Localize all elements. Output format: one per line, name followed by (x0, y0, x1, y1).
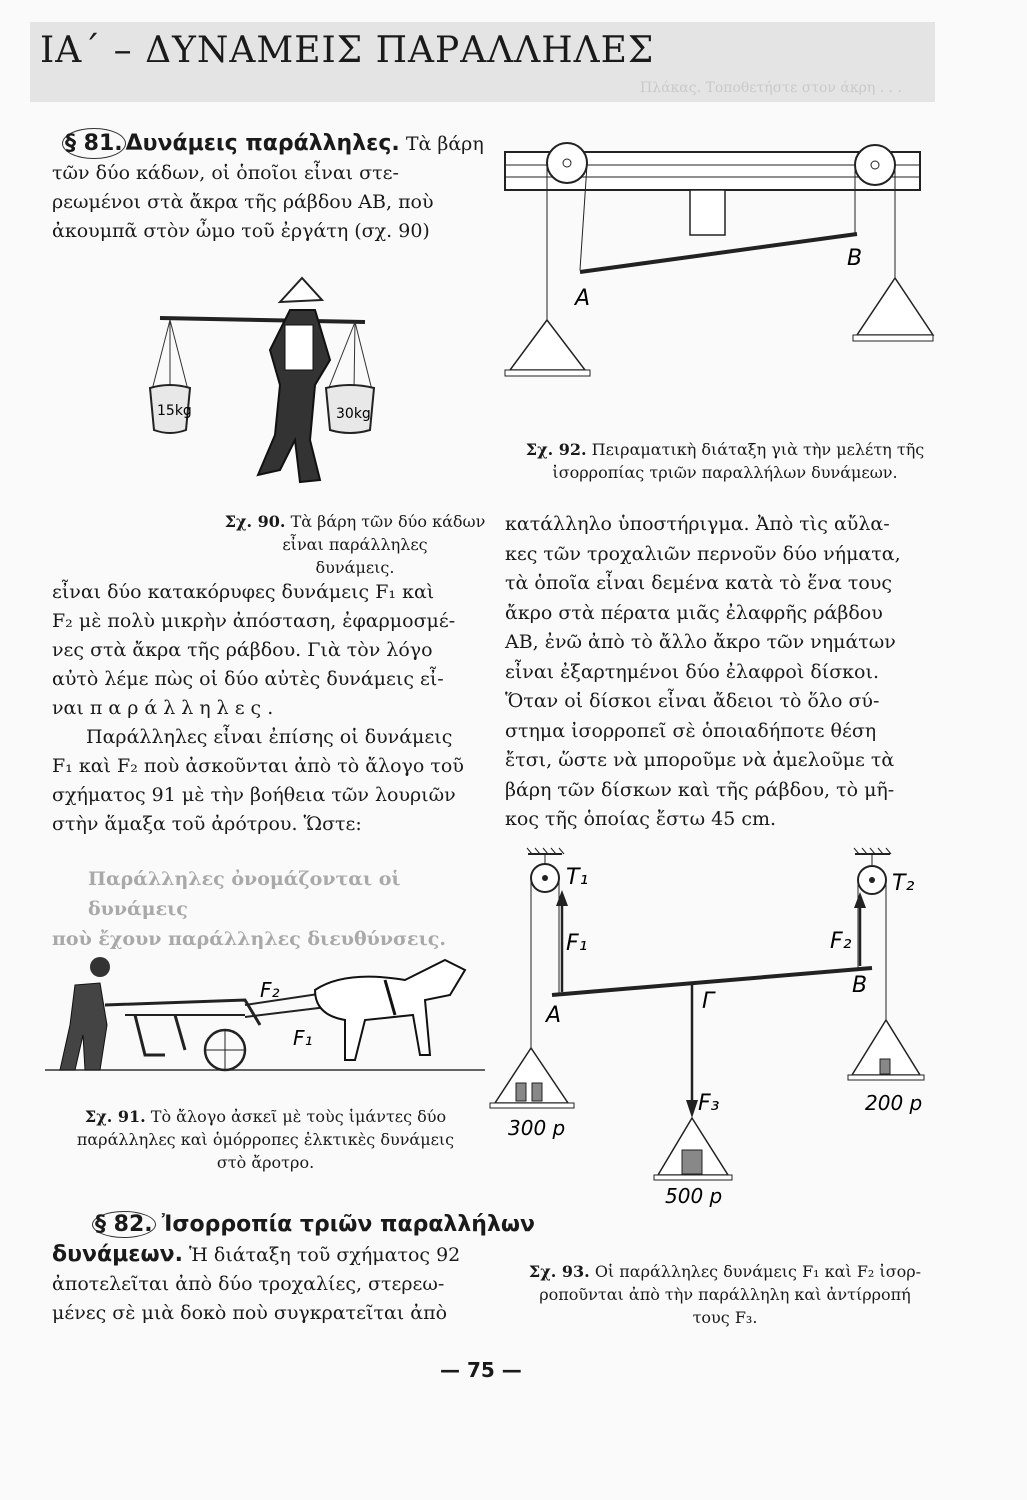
force-label-f1: F₁ (293, 1026, 313, 1050)
text-line: ΑΒ, ἐνῶ ἀπὸ τὸ ἄλλο ἄκρο τῶν νημάτων (505, 631, 896, 653)
arrow-head (854, 892, 866, 908)
text-line: στὴν ἅμαξα τοῦ ἀρότρου. Ὥστε: (52, 813, 362, 835)
section-82 (52, 1210, 535, 1328)
weight (682, 1150, 702, 1174)
label-f2: F₂ (830, 929, 852, 954)
text-line: Ὅταν οἱ δίσκοι εἶναι ἄδειοι τὸ ὅλο σύ- (505, 690, 880, 712)
pulley-axle (869, 877, 875, 883)
figure-90 (140, 270, 390, 495)
force-label-f2: F₂ (260, 978, 280, 1002)
left-paragraph (52, 578, 492, 839)
text-line: ἀποτελεῖται ἀπὸ δύο τροχαλίες, στερεω- (52, 1273, 445, 1295)
text-line: ἀκουμπᾶ στὸν ὦμο τοῦ ἐργάτη (σχ. 90) (52, 220, 430, 242)
text-line: νες στὰ ἄκρα τῆς ράβδου. Γιὰ τὸν λόγο (52, 639, 433, 661)
plough-blade (175, 1015, 185, 1050)
chapter-title: ΙΑ΄ – ΔΥΝΑΜΕΙΣ ΠΑΡΑΛΛΗΛΕΣ (40, 30, 655, 71)
plough-blade (135, 1015, 165, 1055)
caption-number: Σχ. 93. (528, 1262, 590, 1281)
text-line: στημα ἰσορροπεῖ σὲ ὁποιαδήποτε θέση (505, 719, 877, 742)
section-81-text (52, 128, 487, 246)
point-b-label: B (847, 246, 863, 271)
section-82-number: § 82. (92, 1211, 156, 1238)
weight-label-right: 200 p (865, 1091, 923, 1115)
figure-92 (495, 130, 935, 390)
section-82-title: Ἰσορροπία τριῶν παραλλήλων (161, 1212, 535, 1237)
rod-ab (580, 234, 857, 272)
fig92-caption (510, 438, 940, 484)
left-bucket-label: 15kg (157, 403, 192, 419)
text-line: μένες σὲ μιὰ δοκὸ ποὺ συγκρατεῖται ἀπὸ (52, 1302, 448, 1324)
section-82-title: δυνάμεων. (52, 1242, 183, 1267)
weight-label-left: 300 p (508, 1116, 566, 1140)
rope (170, 320, 188, 390)
left-pan-base (490, 1103, 574, 1108)
label-b: B (852, 973, 868, 998)
pulley-axle (871, 161, 879, 169)
text-line: βάρη τῶν δίσκων καὶ τῆς ράβδου, τὸ μῆ- (505, 778, 895, 801)
trace (245, 1007, 327, 1017)
caption-line: Οἱ παράλληλες δυνάμεις F₁ καὶ F₂ ἰσορ- (594, 1262, 922, 1281)
section-81-title: Δυνάμεις παράλληλες. (125, 131, 400, 156)
definition-line: Παράλληλες ὀνομάζονται οἱ δυνάμεις (88, 868, 401, 920)
label-t2: T₂ (892, 871, 915, 896)
text-line: κες τῶν τροχαλιῶν περνοῦν δύο νήματα, (505, 542, 901, 565)
rope (354, 322, 355, 390)
weight (880, 1059, 890, 1074)
hat (280, 278, 322, 302)
text-line: εἶναι δύο κατακόρυφες δυνάμεις F₁ καὶ (52, 581, 435, 603)
caption-line: Τὰ βάρη τῶν δύο κάδων εἶναι παράλληλες (282, 512, 486, 554)
figure-93 (480, 840, 940, 1250)
right-pan-base (848, 1075, 924, 1080)
fig90-caption (210, 510, 500, 579)
right-paragraph (505, 510, 935, 835)
carrying-pole (160, 318, 365, 322)
point-a-label: A (575, 286, 591, 311)
text-fragment: ναι (52, 697, 84, 719)
farmer-head (90, 957, 110, 977)
pulley-axle (542, 875, 548, 881)
caption-line: παράλληλες καὶ ὁμόρροπες ἑλκτικὲς δυνάμεις (76, 1130, 455, 1149)
worker-shirt (285, 325, 313, 370)
text-line: αὐτὸ λέμε πὼς οἱ δύο αὐτὲς δυνάμεις εἶ- (52, 668, 444, 690)
trace (245, 993, 325, 1005)
weight (532, 1083, 542, 1101)
right-pan-base (853, 335, 933, 341)
fig91-caption (48, 1105, 483, 1174)
text-line: Τὰ βάρη (405, 133, 484, 155)
rope (328, 322, 355, 390)
text-line: ρεωμένοι στὰ ἄκρα τῆς ράβδου ΑΒ, ποὺ (52, 191, 434, 213)
caption-line: Πειραματικὴ διάταξη γιὰ τὴν μελέτη τῆς (591, 440, 925, 459)
faint-header-text: Πλάκας. Τοποθετήστε στον άκρη . . . (640, 80, 902, 96)
plough-frame (105, 1000, 260, 1025)
spring-scale (690, 190, 725, 235)
label-f3: F₃ (698, 1091, 720, 1116)
right-bucket-label: 30kg (336, 406, 371, 422)
text-line: ἄκρο στὰ πέρατα μιᾶς ἐλαφρῆς ράβδου (505, 601, 883, 624)
farmer (60, 983, 107, 1070)
right-pan (857, 278, 933, 335)
text-line: τὰ ὁποῖα εἶναι δεμένα κατὰ τὸ ἕνα τους (505, 572, 892, 594)
caption-line: ἰσορροπίας τριῶν παραλλήλων δυνάμεων. (552, 463, 898, 482)
caption-line: τους F₃. (692, 1308, 758, 1327)
caption-line: δυνάμεις. (315, 558, 395, 577)
text-line: εἶναι ἐξαρτημένοι δύο ἐλαφροὶ δίσκοι. (505, 660, 879, 683)
left-pan-base (505, 370, 590, 376)
text-line: F₁ καὶ F₂ ποὺ ἀσκοῦνται ἀπὸ τὸ ἄλογο τοῦ (52, 755, 464, 777)
middle-pan-base (654, 1175, 732, 1180)
caption-number: Σχ. 91. (84, 1107, 146, 1126)
emphasis-word: παράλληλες. (89, 697, 280, 719)
text-line: κος τῆς ὁποίας ἔστω 45 cm. (505, 808, 777, 830)
caption-line: ροποῦνται ἀπὸ τὴν παράλληλη καὶ ἀντίρροπή (539, 1285, 911, 1304)
text-line: Ἡ διάταξη τοῦ σχήματος 92 (189, 1244, 461, 1266)
section-81-number: § 81. (62, 128, 126, 159)
caption-line: Τὸ ἄλογο ἀσκεῖ μὲ τοὺς ἱμάντες δύο (150, 1107, 447, 1126)
arrow-head (556, 890, 568, 906)
definition-line: ποὺ ἔχουν παράλληλες διευθύνσεις. (52, 928, 446, 950)
text-line: κατάλληλο ὑποστήριγμα. Ἀπὸ τὶς αὔλα- (505, 513, 890, 535)
section-81 (52, 128, 487, 246)
text-line: τῶν δύο κάδων, οἱ ὁποῖοι εἶναι στε- (52, 162, 399, 184)
pulley-axle (563, 159, 571, 167)
left-pan (510, 320, 585, 370)
label-t1: T₁ (566, 865, 589, 890)
definition (52, 864, 492, 954)
caption-number: Σχ. 92. (525, 440, 587, 459)
rope (152, 320, 170, 390)
horse (315, 960, 465, 1060)
text-line: ἔτσι, ὥστε νὰ μποροῦμε νὰ ἀμελοῦμε τὰ (505, 749, 895, 771)
fig93-caption (505, 1260, 945, 1329)
text-line: F₂ μὲ πολὺ μικρὴν ἀπόσταση, ἐφαρμοσμέ- (52, 610, 456, 632)
figure-91 (45, 945, 485, 1080)
weight (516, 1083, 526, 1101)
label-a: A (546, 1003, 562, 1028)
text-line: Παράλληλες εἶναι ἐπίσης οἱ δυνάμεις (86, 726, 453, 748)
label-gamma: Γ (702, 989, 715, 1014)
rope (355, 322, 372, 390)
caption-number: Σχ. 90. (224, 512, 286, 531)
label-f1: F₁ (566, 931, 588, 956)
weight-label-middle: 500 p (665, 1184, 723, 1208)
caption-line: στὸ ἄροτρο. (216, 1153, 315, 1172)
text-line: σχήματος 91 μὲ τὴν βοήθεια τῶν λουριῶν (52, 784, 456, 806)
page-number: — 75 — (440, 1358, 522, 1382)
arrow-head (686, 1100, 698, 1118)
